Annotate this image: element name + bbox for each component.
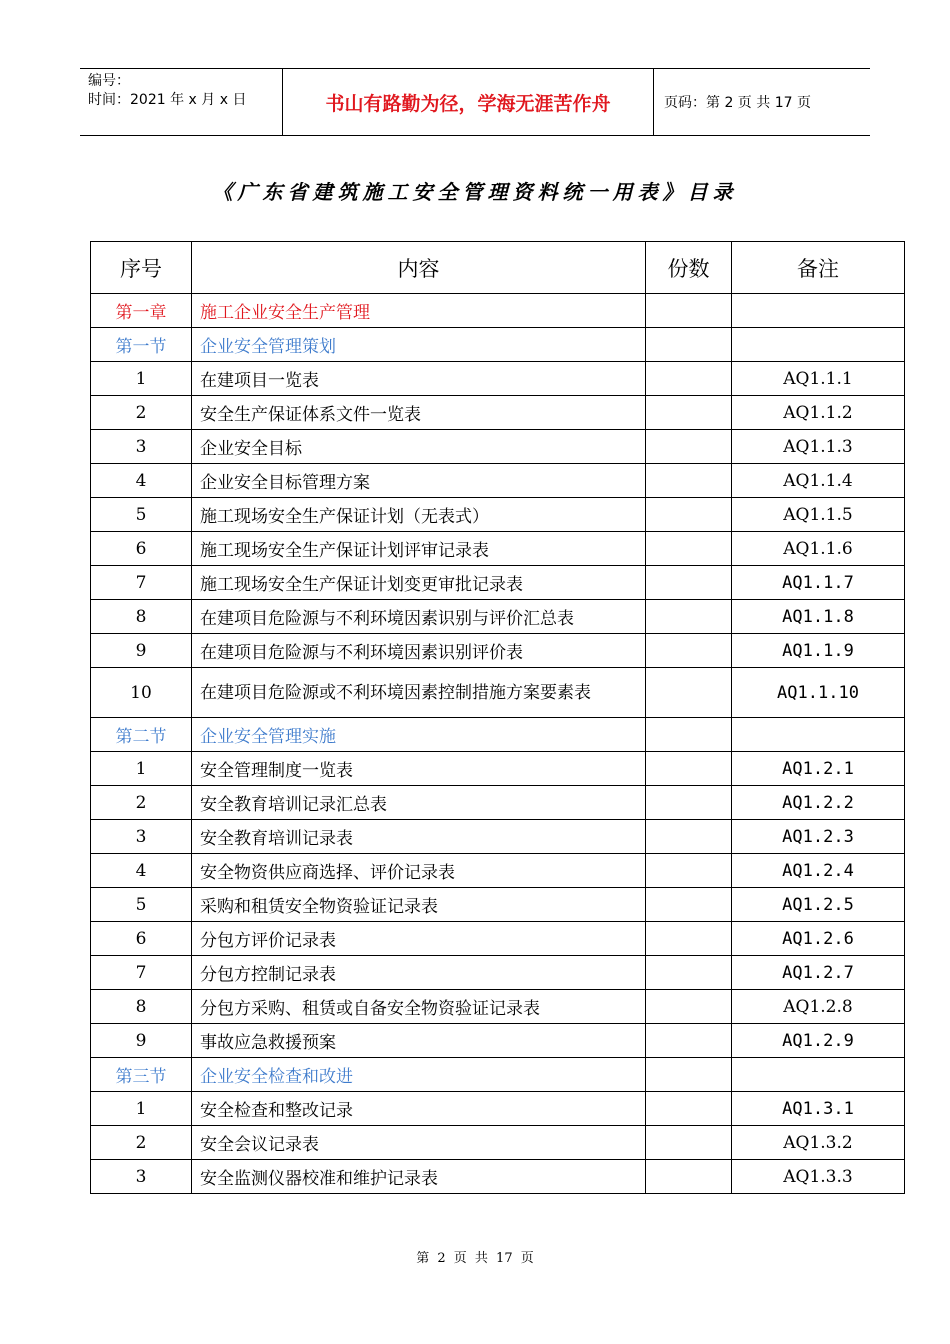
table-row [91,752,905,786]
table-row [91,956,905,990]
row-number: 6 [91,532,192,566]
row-content: 分包方评价记录表 [192,922,646,956]
row-copies [646,634,732,668]
row-content: 安全管理制度一览表 [192,752,646,786]
row-note: AQ1.1.4 [732,464,905,498]
row-content: 企业安全检查和改进 [192,1058,646,1092]
row-number: 9 [91,634,192,668]
row-copies [646,498,732,532]
table-row [91,430,905,464]
row-note: AQ1.3.2 [732,1126,905,1160]
row-content: 在建项目危险源或不利环境因素控制措施方案要素表 [192,668,646,718]
table-row [91,854,905,888]
row-note: AQ1.1.1 [732,362,905,396]
row-number: 3 [91,820,192,854]
table-row [91,498,905,532]
row-copies [646,922,732,956]
row-note: AQ1.2.1 [732,752,905,786]
row-number: 第三节 [91,1058,192,1092]
row-number: 7 [91,956,192,990]
row-content: 施工现场安全生产保证计划评审记录表 [192,532,646,566]
row-note: AQ1.2.5 [732,888,905,922]
table-row [91,634,905,668]
table-row [91,396,905,430]
header-page-code: 页码：第 2 页 共 17 页 [664,95,811,111]
row-number: 8 [91,990,192,1024]
row-note: AQ1.2.9 [732,1024,905,1058]
chapter-row [91,294,905,328]
table-row [91,566,905,600]
row-number: 1 [91,752,192,786]
row-note: AQ1.1.7 [732,566,905,600]
row-copies [646,888,732,922]
row-number: 第二节 [91,718,192,752]
row-copies [646,430,732,464]
row-note: AQ1.1.5 [732,498,905,532]
row-copies [646,1058,732,1092]
section-row [91,328,905,362]
table-row [91,668,905,718]
row-copies [646,600,732,634]
row-number: 第一节 [91,328,192,362]
row-copies [646,294,732,328]
row-content: 分包方采购、租赁或自备安全物资验证记录表 [192,990,646,1024]
row-copies [646,820,732,854]
row-number: 2 [91,786,192,820]
row-content: 企业安全目标 [192,430,646,464]
row-content: 安全生产保证体系文件一览表 [192,396,646,430]
row-number: 第一章 [91,294,192,328]
table-row [91,1024,905,1058]
row-content: 安全监测仪器校准和维护记录表 [192,1160,646,1194]
row-copies [646,362,732,396]
header-meta [80,69,282,135]
row-copies [646,566,732,600]
row-copies [646,668,732,718]
table-row [91,1160,905,1194]
row-copies [646,718,732,752]
row-copies [646,1092,732,1126]
row-note: AQ1.3.3 [732,1160,905,1194]
row-content: 企业安全目标管理方案 [192,464,646,498]
row-content: 在建项目危险源与不利环境因素识别评价表 [192,634,646,668]
row-copies [646,956,732,990]
row-note [732,718,905,752]
row-content: 安全检查和整改记录 [192,1092,646,1126]
row-note: AQ1.1.2 [732,396,905,430]
row-number: 8 [91,600,192,634]
section-row [91,1058,905,1092]
section-row [91,718,905,752]
row-note: AQ1.2.4 [732,854,905,888]
header-cell-note: 备注 [732,242,905,294]
row-number: 9 [91,1024,192,1058]
row-note: AQ1.1.10 [732,668,905,718]
header-motto: 书山有路勤为径，学海无涯苦作舟 [282,69,654,135]
row-copies [646,328,732,362]
row-copies [646,464,732,498]
table-row [91,786,905,820]
row-copies [646,990,732,1024]
table-row [91,600,905,634]
row-content: 在建项目危险源与不利环境因素识别与评价汇总表 [192,600,646,634]
row-number: 5 [91,498,192,532]
row-content: 分包方控制记录表 [192,956,646,990]
row-content: 安全会议记录表 [192,1126,646,1160]
header-cell-number: 序号 [91,242,192,294]
row-copies [646,1024,732,1058]
header-cell-content: 内容 [192,242,646,294]
toc-table [90,241,905,1194]
row-note: AQ1.3.1 [732,1092,905,1126]
row-copies [646,752,732,786]
row-content: 企业安全管理实施 [192,718,646,752]
toc-header-row [91,242,905,294]
row-number: 7 [91,566,192,600]
row-note: AQ1.2.3 [732,820,905,854]
row-note: AQ1.2.8 [732,990,905,1024]
table-row [91,1092,905,1126]
table-row [91,362,905,396]
row-note: AQ1.2.6 [732,922,905,956]
row-note: AQ1.1.3 [732,430,905,464]
row-copies [646,854,732,888]
row-number: 10 [91,668,192,718]
row-content: 安全教育培训记录表 [192,820,646,854]
page-footer: 第 2 页 共 17 页 [416,1251,534,1266]
row-content: 安全教育培训记录汇总表 [192,786,646,820]
row-number: 3 [91,1160,192,1194]
row-number: 5 [91,888,192,922]
toc-body [91,294,905,1194]
row-content: 安全物资供应商选择、评价记录表 [192,854,646,888]
row-number: 1 [91,362,192,396]
header-number-label: 编号： [88,73,130,89]
row-note [732,328,905,362]
page-header [80,68,870,136]
row-copies [646,396,732,430]
row-content: 施工现场安全生产保证计划（无表式） [192,498,646,532]
row-content: 企业安全管理策划 [192,328,646,362]
table-row [91,820,905,854]
table-row [91,990,905,1024]
table-row [91,922,905,956]
header-cell-copies: 份数 [646,242,732,294]
table-row [91,888,905,922]
table-row [91,1126,905,1160]
header-time-label: 时间：2021 年 x 月 x 日 [88,92,247,108]
row-content: 采购和租赁安全物资验证记录表 [192,888,646,922]
row-content: 在建项目一览表 [192,362,646,396]
row-number: 4 [91,854,192,888]
document-title: 《广东省建筑施工安全管理资料统一用表》目录 [212,180,738,204]
row-copies [646,1160,732,1194]
table-row [91,464,905,498]
row-number: 1 [91,1092,192,1126]
row-copies [646,1126,732,1160]
row-number: 2 [91,1126,192,1160]
row-number: 3 [91,430,192,464]
row-note: AQ1.1.6 [732,532,905,566]
row-note: AQ1.2.7 [732,956,905,990]
row-content: 施工企业安全生产管理 [192,294,646,328]
table-row [91,532,905,566]
row-note: AQ1.1.8 [732,600,905,634]
row-copies [646,786,732,820]
row-content: 施工现场安全生产保证计划变更审批记录表 [192,566,646,600]
row-copies [646,532,732,566]
row-note: AQ1.1.9 [732,634,905,668]
row-number: 6 [91,922,192,956]
row-note [732,1058,905,1092]
row-number: 4 [91,464,192,498]
row-content: 事故应急救援预案 [192,1024,646,1058]
row-number: 2 [91,396,192,430]
row-note: AQ1.2.2 [732,786,905,820]
row-note [732,294,905,328]
